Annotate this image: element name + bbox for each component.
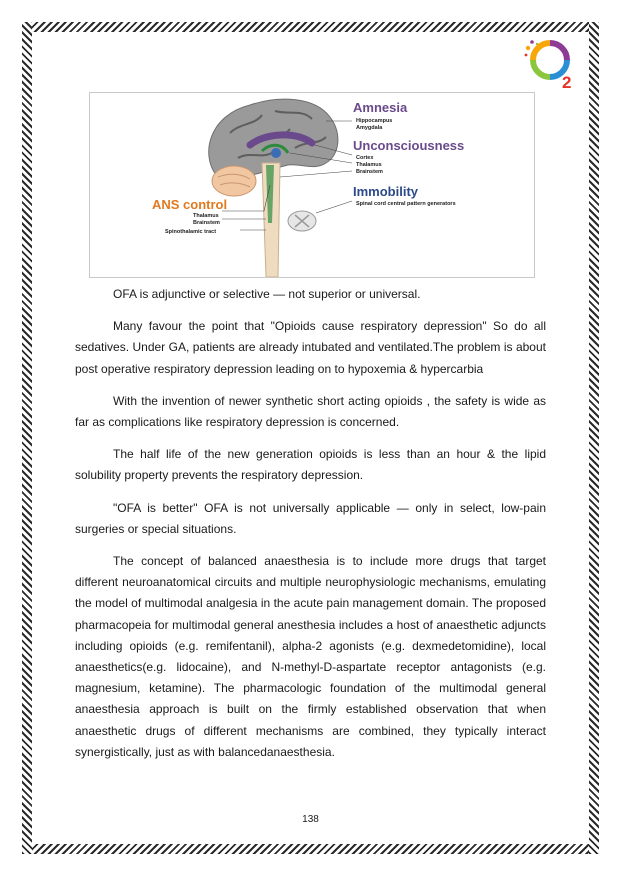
label-spinothalamic: Spinothalamic tract <box>165 229 217 235</box>
label-amnesia: Amnesia <box>353 100 408 115</box>
paragraph-4: The half life of the new generation opioids is less than an hour & the lipid solubility property prevents the respiratory depression. <box>75 447 546 483</box>
o2-logo-icon <box>522 38 578 90</box>
label-spinal-cord: Spinal cord central pattern generators <box>356 201 456 207</box>
label-immobility: Immobility <box>353 184 419 199</box>
label-amygdala: Amygdala <box>356 125 383 131</box>
label-thalamus-u: Thalamus <box>356 162 382 168</box>
spinal-cord-section-icon <box>288 211 316 231</box>
paragraph-1: OFA is adjunctive or selective — not superior or universal. <box>113 287 421 301</box>
label-brainstem-a: Brainstem <box>193 220 220 226</box>
brain-anesthesia-figure <box>89 92 535 278</box>
svg-text:2: 2 <box>562 73 572 90</box>
label-unconsciousness: Unconsciousness <box>353 138 465 153</box>
page-number: 138 <box>302 814 319 825</box>
paragraph-3: With the invention of newer synthetic short acting opioids , the safety is wide as far as complications like respiratory depression is concerned. <box>75 393 546 430</box>
label-thalamus-a: Thalamus <box>193 213 219 219</box>
page-border-bottom <box>22 844 599 854</box>
paragraph-5: "OFA is better" OFA is not universally applicable — only in select, low-pain surgeries or special situations. <box>75 500 546 536</box>
label-cortex: Cortex <box>356 155 374 161</box>
paragraph-6: The concept of balanced anaesthesia is to include more drugs that target different neuroanatomical circuits and multiple neurophysiologic mechanisms, emulating the model of multimodal analgesia in the acute pain management domain. The proposed pharmacopeia for multimodal general anesthesia includes a host of anaesthetic adjuncts including opioids (e.g. remifentanil), alpha-2 agonists (e.g. dexmedetomidine), local anaesthetics(e.g. lidocaine), and N-methyl-D-aspartate receptor antagonists (e.g. magnesium, ketamine). The pharmacologic foundation of the multimodal general anaesthesia approach is built on the firmly established observation that when anaesthetic drugs of different mechanisms are combined, they typically interact synergistically, just as with balancedanaesthesia. <box>75 554 546 759</box>
label-ans-control: ANS control <box>152 197 228 212</box>
page-body-text <box>75 284 546 763</box>
label-hippocampus: Hippocampus <box>356 118 393 124</box>
page-border-left <box>22 22 32 854</box>
page-border-top <box>22 22 599 32</box>
label-brainstem-u: Brainstem <box>356 169 383 175</box>
page-border-right <box>589 22 599 854</box>
paragraph-2: Many favour the point that "Opioids cause respiratory depression" So do all sedatives. Under GA, patients are already intubated and ventilated.The problem is about post operative respiratory depression leading on to hypoxemia & hypercarbia <box>75 319 546 376</box>
